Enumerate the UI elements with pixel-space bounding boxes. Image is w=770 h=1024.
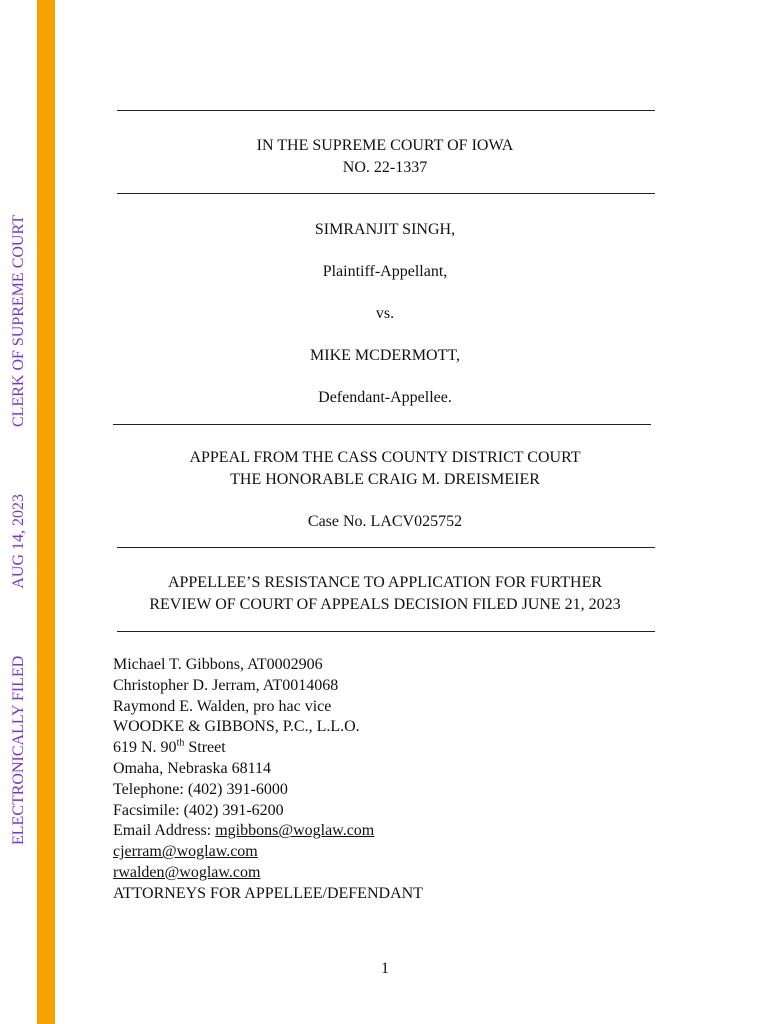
email-link[interactable]: rwalden@woglaw.com <box>113 863 261 881</box>
case-number: NO. 22-1337 <box>342 159 428 176</box>
court-name: IN THE SUPREME COURT OF IOWA <box>256 137 514 154</box>
divider-rule <box>117 547 655 548</box>
page-number: 1 <box>381 960 389 977</box>
stamp-date: AUG 14, 2023 <box>10 493 27 589</box>
plaintiff-role: Plaintiff-Appellant, <box>322 263 448 280</box>
firm-name: WOODKE & GIBBONS, P.C., L.L.O. <box>113 718 360 736</box>
divider-rule <box>117 631 655 632</box>
email-line: Email Address: mgibbons@woglaw.com <box>113 822 375 840</box>
appeal-court: APPEAL FROM THE CASS COUNTY DISTRICT COURT <box>189 449 581 466</box>
divider-rule <box>117 110 655 111</box>
street-address: 619 N. 90th Street <box>113 737 226 757</box>
document-title-line1: APPELLEE’S RESISTANCE TO APPLICATION FOR FURTHER <box>167 574 603 591</box>
email-link[interactable]: mgibbons@woglaw.com <box>215 822 375 840</box>
divider-rule <box>117 193 655 194</box>
telephone-line: Telephone: (402) 391-6000 <box>113 780 288 798</box>
attorney-line: Raymond E. Walden, pro hac vice <box>113 697 332 715</box>
versus: vs. <box>375 305 395 322</box>
attorney-line: Michael T. Gibbons, AT0002906 <box>113 656 323 673</box>
city-line: Omaha, Nebraska 68114 <box>113 759 272 777</box>
defendant-name: MIKE MCDERMOTT, <box>310 347 460 364</box>
stamp-filed: ELECTRONICALLY FILED <box>10 655 27 845</box>
email-link[interactable]: cjerram@woglaw.com <box>113 843 258 861</box>
stamp-clerk: CLERK OF SUPREME COURT <box>10 215 27 427</box>
attorney-signature-block <box>113 655 423 905</box>
attorney-role: ATTORNEYS FOR APPELLEE/DEFENDANT <box>113 884 423 902</box>
document-title-line2: REVIEW OF COURT OF APPEALS DECISION FILED JUNE 21, 2023 <box>149 596 621 613</box>
divider-rule <box>113 424 651 425</box>
facsimile-line: Facsimile: (402) 391-6200 <box>113 801 284 819</box>
defendant-role: Defendant-Appellee. <box>318 389 452 406</box>
plaintiff-name: SIMRANJIT SINGH, <box>314 221 456 238</box>
attorney-line: Christopher D. Jerram, AT0014068 <box>113 676 339 694</box>
appeal-judge: THE HONORABLE CRAIG M. DREISMEIER <box>230 471 540 488</box>
district-case-number: Case No. LACV025752 <box>307 513 463 530</box>
